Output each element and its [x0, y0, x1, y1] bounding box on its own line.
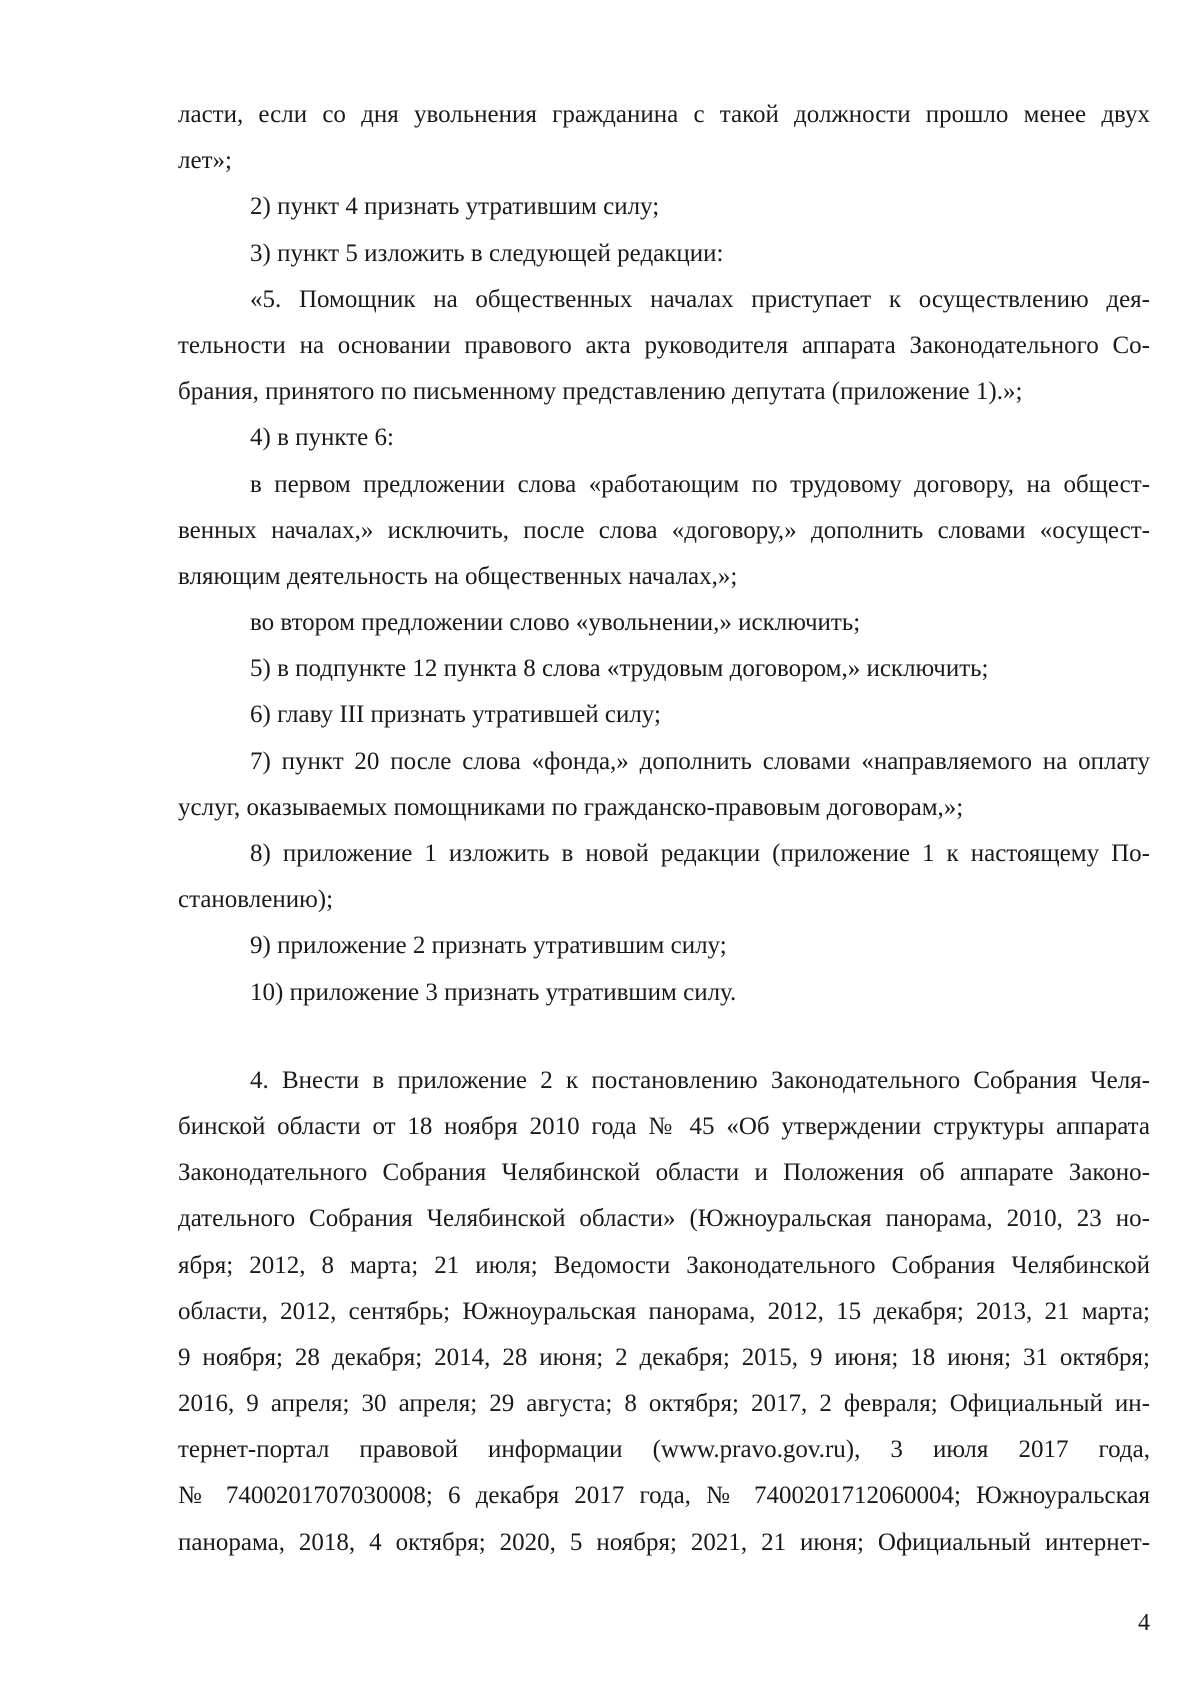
text-line: «5. Помощник на общественных началах приступает к осуществлению дея- — [250, 285, 1150, 313]
text-line: услуг, оказываемых помощниками по гражданско-правовым договорам,»; — [178, 793, 964, 821]
text-line: 10) приложение 3 признать утратившим силу. — [250, 978, 737, 1006]
paragraph-gap — [178, 1016, 1150, 1058]
text-line: области, 2012, сентябрь; Южноуральская панорама, 2012, 15 декабря; 2013, 21 марта; — [178, 1297, 1150, 1325]
text-line: ября; 2012, 8 марта; 21 июля; Ведомости Законодательного Собрания Челябинской — [178, 1251, 1150, 1279]
text-line: 2016, 9 апреля; 30 апреля; 29 августа; 8 октября; 2017, 2 февраля; Официальный ин- — [178, 1390, 1150, 1418]
text-line: Законодательного Собрания Челябинской области и Положения об аппарате Законо- — [178, 1159, 1150, 1187]
text-line: тельности на основании правового акта руководителя аппарата Законодательного Со- — [178, 331, 1150, 359]
text-line: бинской области от 18 ноября 2010 года № 45 «Об утверждении структуры аппарата — [178, 1112, 1150, 1140]
document-body — [178, 92, 1150, 1566]
page-number: 4 — [1138, 1610, 1150, 1636]
text-line: лет»; — [178, 147, 232, 175]
text-line: ласти, если со дня увольнения гражданина с такой должности прошло менее двух — [178, 101, 1150, 128]
text-line: № 7400201707030008; 6 декабря 2017 года, № 7400201712060004; Южноуральская — [178, 1482, 1150, 1510]
text-line: во втором предложении слово «увольнении,» исключить; — [250, 609, 861, 637]
text-line: 4) в пункте 6: — [250, 424, 394, 452]
text-line: дательного Собрания Челябинской области» (Южноуральская панорама, 2010, 23 но- — [178, 1205, 1150, 1233]
text-line: 7) пункт 20 после слова «фонда,» дополнить словами «направляемого на оплату — [250, 747, 1150, 775]
text-line: в первом предложении слова «работающим по трудовому договору, на общест- — [250, 470, 1150, 498]
text-line: 8) приложение 1 изложить в новой редакции (приложение 1 к настоящему По- — [250, 840, 1150, 867]
text-line: венных началах,» исключить, после слова «договору,» дополнить словами «осущест- — [178, 516, 1150, 544]
text-line: вляющим деятельность на общественных началах,»; — [178, 562, 738, 590]
text-line: 5) в подпункте 12 пункта 8 слова «трудовым договором,» исключить; — [250, 655, 989, 683]
text-line: панорама, 2018, 4 октября; 2020, 5 ноября; 2021, 21 июня; Официальный интернет- — [178, 1528, 1150, 1556]
text-line: брания, принятого по письменному представлению депутата (приложение 1).»; — [178, 378, 1023, 406]
text-line: 6) главу III признать утратившей силу; — [250, 701, 661, 729]
text-line: 2) пункт 4 признать утратившим силу; — [250, 193, 660, 221]
text-line: тернет-портал правовой информации (www.pravo.gov.ru), 3 июля 2017 года, — [178, 1436, 1150, 1464]
text-line: 9 ноября; 28 декабря; 2014, 28 июня; 2 декабря; 2015, 9 июня; 18 июня; 31 октября; — [178, 1343, 1150, 1371]
text-line: становлению); — [178, 886, 334, 914]
text-line: 3) пункт 5 изложить в следующей редакции: — [250, 239, 724, 267]
text-line: 9) приложение 2 признать утратившим силу; — [250, 932, 727, 960]
text-line: 4. Внести в приложение 2 к постановлению Законодательного Собрания Челя- — [250, 1066, 1150, 1094]
